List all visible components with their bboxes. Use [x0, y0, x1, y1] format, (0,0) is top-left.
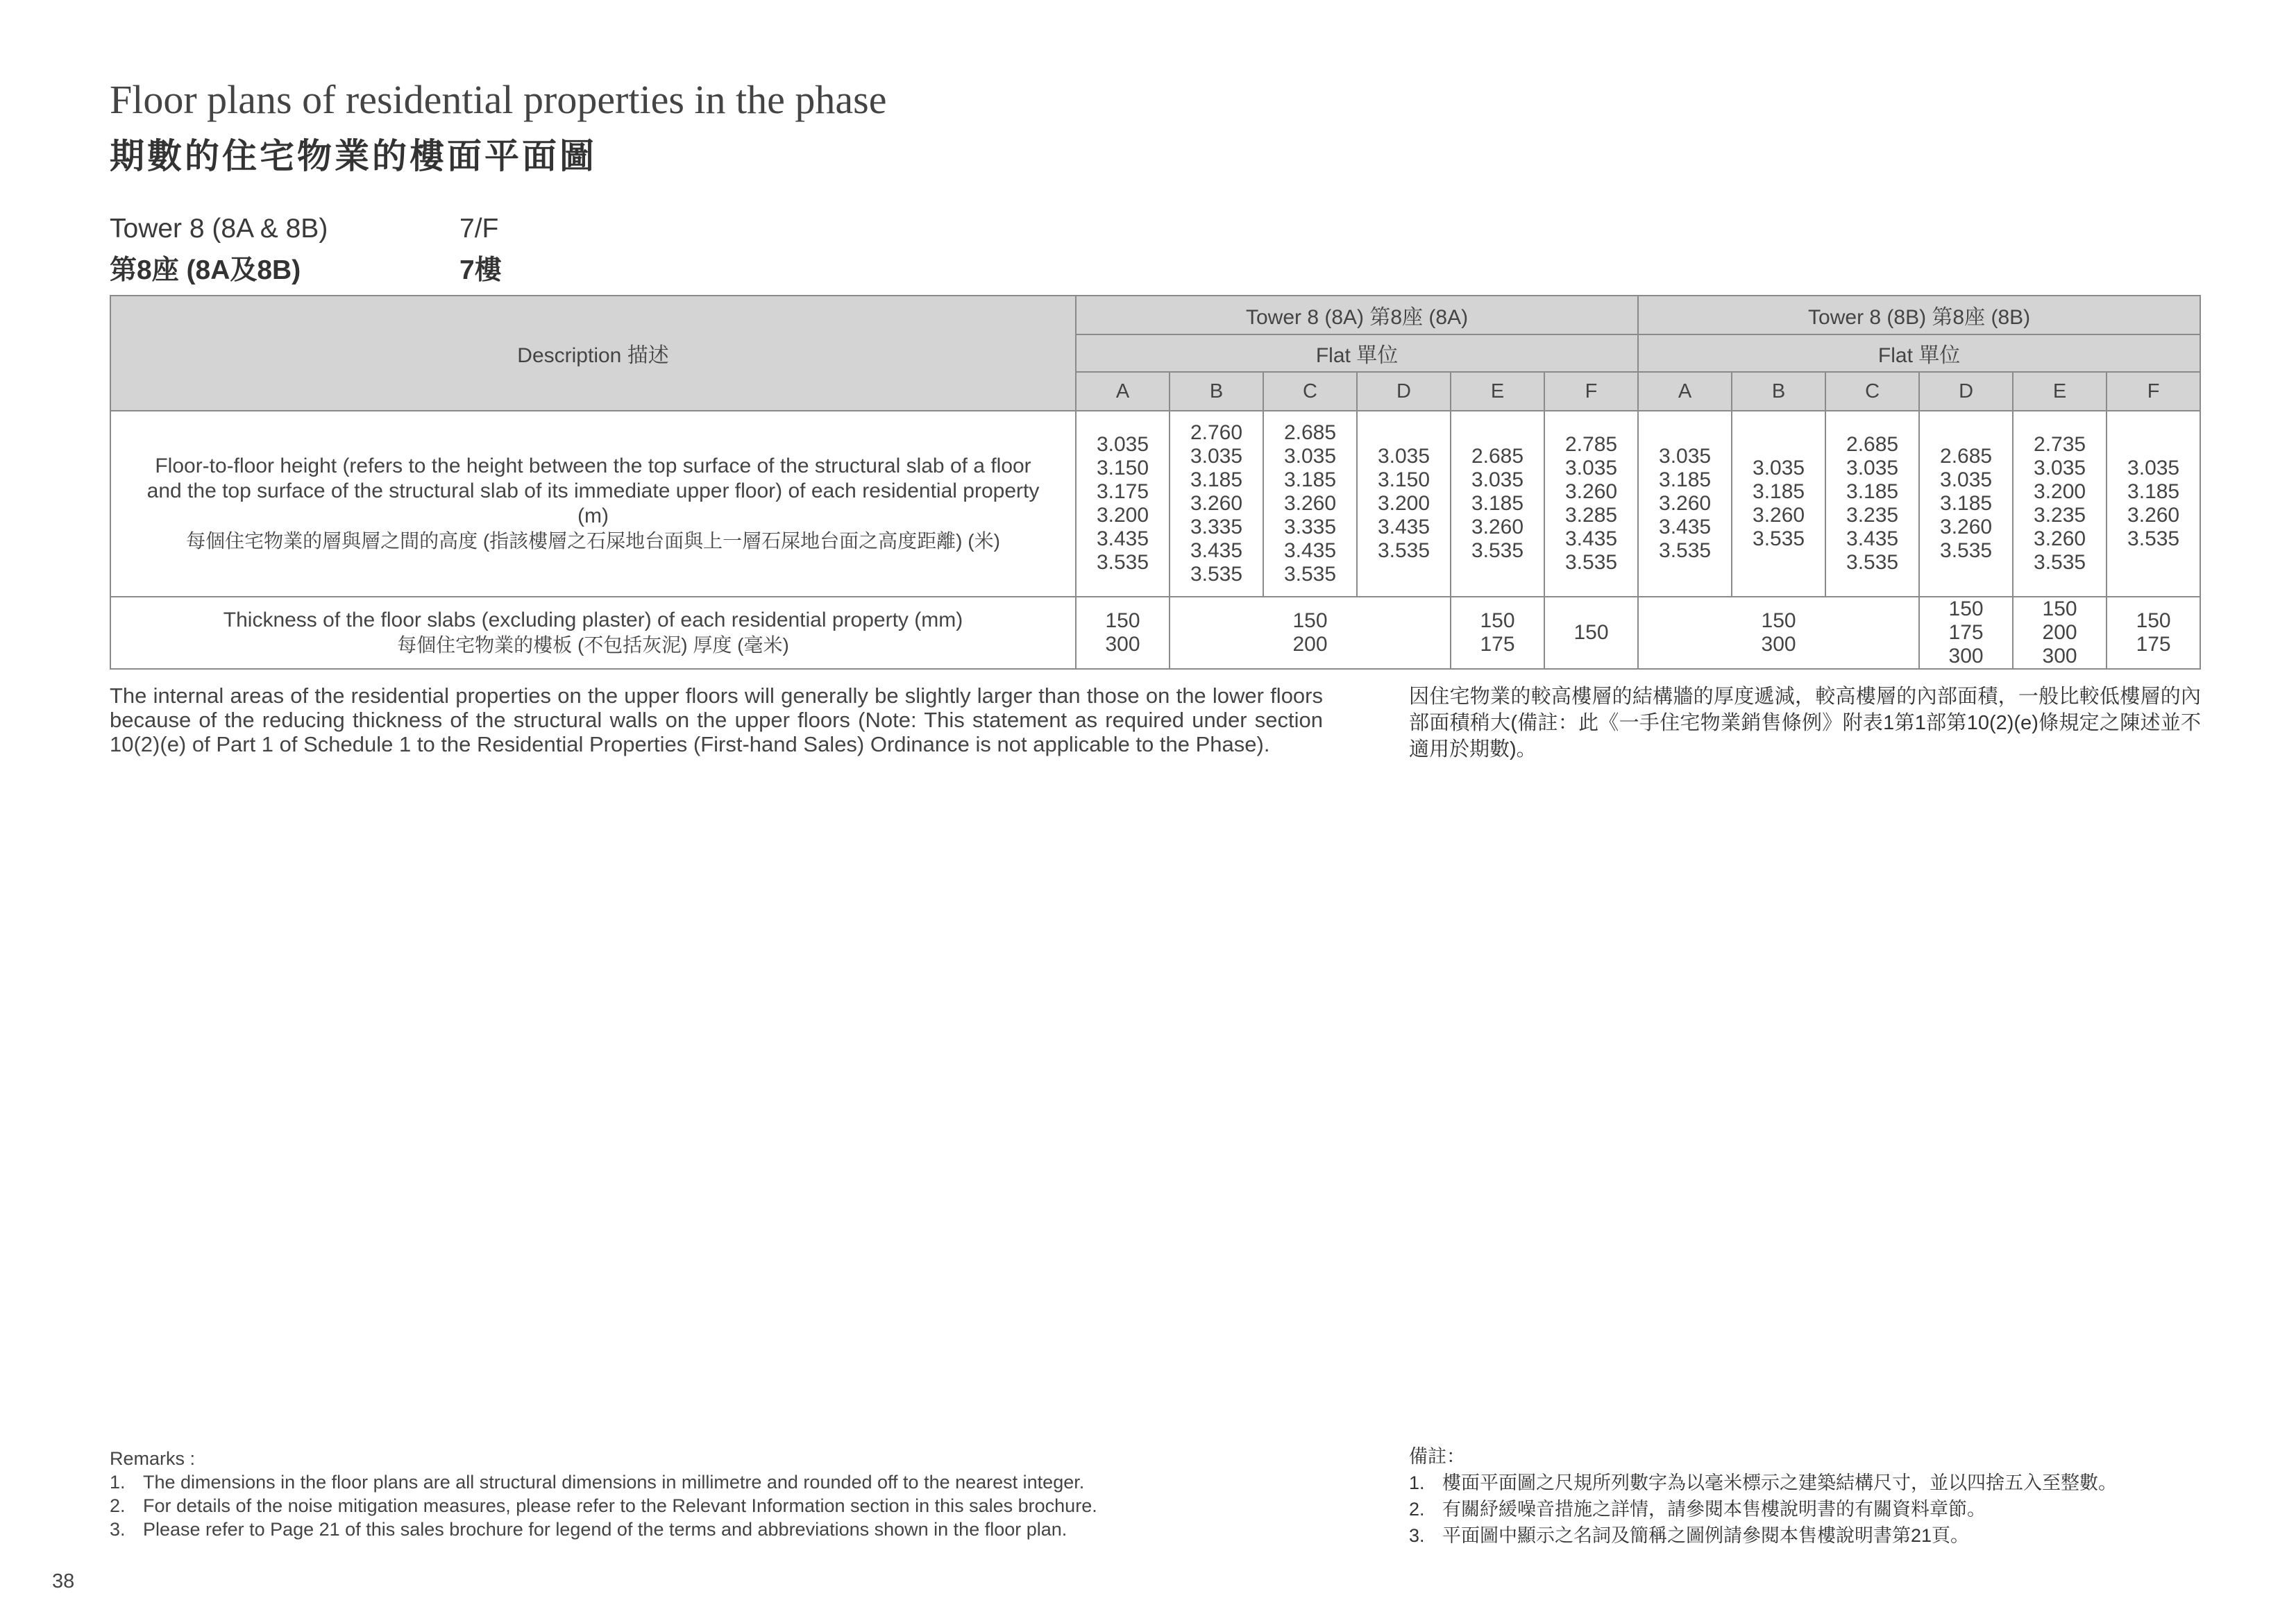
floor-height-value: 3.035 [1564, 457, 1618, 479]
flat-column-header: D [1357, 372, 1451, 411]
remarks-title: Remarks : [110, 1448, 196, 1469]
tower-8a-header: Tower 8 (8A) 第8座 (8A) [1076, 296, 1638, 334]
floor-height-cell [1919, 411, 2013, 597]
floor-height-cell [2013, 411, 2107, 597]
remark-text: 有關紓緩噪音措施之詳情，請參閱本售樓說明書的有關資料章節。 [1442, 1499, 1986, 1520]
floor-height-cell [2107, 411, 2200, 597]
remark-text: For details of the noise mitigation measures, please refer to the Relevant Information section in this sales brochure. [143, 1495, 1097, 1516]
slab-thickness-value: 150 [1948, 597, 1984, 620]
floor-to-floor-height-description [110, 411, 1076, 597]
slab-thickness-cell [1638, 597, 1919, 669]
slab-thickness-value: 200 [1292, 633, 1328, 656]
flat-column-header: D [1919, 372, 2013, 411]
remarks-list-chinese [1409, 1470, 2242, 1549]
slab-thickness-value: 200 [2042, 621, 2077, 644]
floor-height-value: 3.035 [2034, 457, 2086, 479]
floor-height-cell [1357, 411, 1451, 597]
floor-height-value: 3.435 [1283, 539, 1337, 562]
floor-height-value: 3.185 [1659, 468, 1712, 491]
slab-thickness-cell [2107, 597, 2200, 669]
floor-label-chinese: 7樓 [459, 255, 502, 285]
slab-thickness-value: 150 [1105, 609, 1140, 632]
floor-height-value: 3.260 [1753, 504, 1805, 527]
floor-height-value: 3.185 [1190, 468, 1243, 491]
flat-column-header: C [1263, 372, 1357, 411]
slab-thickness-value: 300 [1948, 645, 1984, 668]
floor-height-value: 3.200 [1377, 492, 1430, 515]
floor-height-desc-en: Floor-to-floor height (refers to the height between the top surface of the structural slab of a floor and the top surface of the structural slab of its immediate upper floor) of each residential property (m) [146, 454, 1040, 527]
floor-height-value: 3.535 [1190, 563, 1243, 586]
flat-column-header: C [1825, 372, 1919, 411]
floor-height-value: 3.535 [1096, 551, 1149, 574]
flat-column-header: B [1170, 372, 1263, 411]
floor-height-value: 3.150 [1096, 457, 1149, 479]
slab-thickness-value: 175 [2136, 633, 2171, 656]
slab-thickness-cell [1544, 597, 1638, 669]
remark-item [110, 1518, 1359, 1541]
floor-height-value: 3.035 [2127, 457, 2180, 479]
floor-height-value: 3.260 [1471, 516, 1524, 538]
slab-thickness-value: 150 [2042, 597, 2077, 620]
floor-height-value: 3.150 [1377, 468, 1430, 491]
floor-height-value: 3.435 [1564, 527, 1618, 550]
slab-thickness-value: 150 [1761, 609, 1796, 632]
internal-area-note-chinese: 因住宅物業的較高樓層的結構牆的厚度遞減，較高樓層的內部面積，一般比較低樓層的內部面積稍大(備註：此《一手住宅物業銷售條例》附表1第1部第10(2)(e)條規定之陳述並不適用於期數)。 [1409, 686, 2201, 760]
remark-item-chinese [1409, 1522, 2242, 1549]
slab-thickness-cell [1170, 597, 1451, 669]
floor-height-value: 3.185 [1283, 468, 1337, 491]
floor-height-value: 3.435 [1659, 516, 1712, 538]
slab-thickness-value: 300 [1105, 633, 1140, 656]
remark-number: 2. [110, 1495, 126, 1516]
remark-text: Please refer to Page 21 of this sales brochure for legend of the terms and abbreviations shown in the floor plan. [143, 1519, 1067, 1540]
floor-height-cell [1638, 411, 1732, 597]
floor-height-value: 3.535 [1377, 539, 1430, 562]
floor-height-value: 3.535 [1471, 539, 1524, 562]
slab-thickness-desc-en: Thickness of the floor slabs (excluding plaster) of each residential property (mm) [223, 609, 963, 631]
floor-height-value: 3.260 [2034, 527, 2086, 550]
remark-text: 樓面平面圖之尺規所列數字為以毫米標示之建築結構尺寸，並以四捨五入至整數。 [1442, 1472, 2117, 1493]
floor-height-value: 3.535 [1283, 563, 1337, 586]
floor-height-value: 2.735 [2034, 433, 2086, 456]
floor-height-value: 2.785 [1564, 433, 1618, 456]
floor-height-value: 3.535 [1846, 551, 1899, 574]
floor-height-value: 3.035 [1940, 468, 1993, 491]
floor-height-value: 3.185 [1471, 492, 1524, 515]
slab-thickness-value: 175 [1948, 621, 1984, 644]
floor-height-value: 3.535 [2034, 551, 2086, 574]
flat-column-header: E [2013, 372, 2107, 411]
remark-item [110, 1470, 1359, 1494]
internal-area-note: The internal areas of the residential properties on the upper floors will generally be slightly larger than those on the lower floors because of the reducing thickness of the structural walls on the upper floors (Note: This statement as required under section 10(2)(e) of Part 1 of Schedule 1 to the Residential Properties (First-hand Sales) Ordinance is not applicable to the Phase). [110, 683, 1323, 756]
tower-8b-header: Tower 8 (8B) 第8座 (8B) [1638, 296, 2200, 334]
tower-label: Tower 8 (8A & 8B) [110, 214, 328, 244]
flat-column-header: F [2107, 372, 2200, 411]
floor-height-value: 3.185 [2127, 480, 2180, 503]
flat-column-header: F [1544, 372, 1638, 411]
floor-height-value: 3.185 [1753, 480, 1805, 503]
floor-height-value: 3.535 [1940, 539, 1993, 562]
floor-height-value: 3.035 [1753, 457, 1805, 479]
floor-height-value: 3.200 [2034, 480, 2086, 503]
floor-height-desc-zh: 每個住宅物業的層與層之間的高度 (指該樓層之石屎地台面與上一層石屎地台面之高度距離) (米) [186, 530, 1000, 552]
description-header: Description 描述 [110, 296, 1076, 411]
page-title-chinese: 期數的住宅物業的樓面平面圖 [110, 137, 597, 176]
floor-height-value: 2.685 [1283, 421, 1337, 444]
floor-height-value: 3.035 [1096, 433, 1149, 456]
floor-height-value: 3.535 [2127, 527, 2180, 550]
floor-height-cell [1263, 411, 1357, 597]
floor-height-value: 3.200 [1096, 504, 1149, 527]
floor-height-value: 3.260 [1940, 516, 1993, 538]
floor-height-value: 3.260 [1659, 492, 1712, 515]
slab-thickness-desc-zh: 每個住宅物業的樓板 (不包括灰泥) 厚度 (毫米) [397, 634, 789, 656]
floor-height-value: 2.685 [1940, 445, 1993, 468]
floor-height-value: 3.175 [1096, 480, 1149, 503]
flat-header-8a: Flat 單位 [1076, 334, 1638, 372]
floor-height-cell [1170, 411, 1263, 597]
slab-thickness-value: 175 [1480, 633, 1515, 656]
remarks-english [110, 1447, 1359, 1541]
floor-height-cell [1076, 411, 1170, 597]
floor-spec-table [110, 295, 2201, 670]
remark-item-chinese [1409, 1496, 2242, 1522]
floor-height-value: 3.185 [1846, 480, 1899, 503]
remark-number: 1. [1409, 1472, 1425, 1493]
floor-height-cell [1732, 411, 1825, 597]
floor-height-value: 3.235 [2034, 504, 2086, 527]
flat-column-header: A [1638, 372, 1732, 411]
slab-thickness-value: 150 [1480, 609, 1515, 632]
floor-height-value: 3.335 [1190, 516, 1243, 538]
floor-height-value: 3.185 [1940, 492, 1993, 515]
floor-height-value: 3.435 [1190, 539, 1243, 562]
slab-thickness-value: 150 [1573, 621, 1609, 644]
floor-height-value: 3.435 [1377, 516, 1430, 538]
floor-height-value: 3.260 [1283, 492, 1337, 515]
floor-height-cell [1451, 411, 1544, 597]
flat-column-header: E [1451, 372, 1544, 411]
floor-height-value: 3.260 [2127, 504, 2180, 527]
slab-thickness-description [110, 597, 1076, 669]
slab-thickness-value: 300 [2042, 645, 2077, 668]
remark-item-chinese [1409, 1470, 2242, 1496]
remarks-chinese [1409, 1443, 2242, 1549]
flat-column-header: B [1732, 372, 1825, 411]
remark-item [110, 1494, 1359, 1518]
slab-thickness-value: 150 [2136, 609, 2171, 632]
tower-label-chinese: 第8座 (8A及8B) [110, 255, 301, 285]
floor-height-value: 3.285 [1564, 504, 1618, 527]
floor-height-value: 3.035 [1190, 445, 1243, 468]
floor-height-value: 3.435 [1846, 527, 1899, 550]
floor-height-value: 2.685 [1471, 445, 1524, 468]
flat-header-8b: Flat 單位 [1638, 334, 2200, 372]
floor-height-value: 3.035 [1846, 457, 1899, 479]
page-title: Floor plans of residential properties in the phase [110, 77, 887, 122]
slab-thickness-value: 300 [1761, 633, 1796, 656]
remark-number: 1. [110, 1472, 126, 1493]
floor-height-cell [1825, 411, 1919, 597]
floor-height-value: 3.535 [1564, 551, 1618, 574]
floor-height-value: 3.260 [1190, 492, 1243, 515]
slab-thickness-value: 150 [1292, 609, 1328, 632]
floor-height-value: 3.335 [1283, 516, 1337, 538]
floor-height-value: 3.035 [1377, 445, 1430, 468]
remark-text: The dimensions in the floor plans are all structural dimensions in millimetre and rounded off to the nearest integer. [143, 1472, 1085, 1493]
floor-height-value: 3.035 [1471, 468, 1524, 491]
flat-column-header: A [1076, 372, 1170, 411]
floor-height-value: 3.235 [1846, 504, 1899, 527]
page-number: 38 [52, 1570, 75, 1592]
floor-height-cell [1544, 411, 1638, 597]
floor-height-value: 3.535 [1753, 527, 1805, 550]
remarks-list [110, 1470, 1359, 1541]
slab-thickness-cell [1919, 597, 2013, 669]
slab-thickness-cell [2013, 597, 2107, 669]
floor-height-value: 2.685 [1846, 433, 1899, 456]
remark-text: 平面圖中顯示之名詞及簡稱之圖例請參閱本售樓說明書第21頁。 [1442, 1525, 1970, 1546]
floor-height-value: 2.760 [1190, 421, 1243, 444]
remark-number: 3. [1409, 1525, 1425, 1546]
remark-number: 2. [1409, 1499, 1425, 1520]
floor-height-value: 3.535 [1659, 539, 1712, 562]
remarks-title-chinese: 備註： [1409, 1446, 1465, 1467]
slab-thickness-cell [1076, 597, 1170, 669]
floor-height-value: 3.260 [1564, 480, 1618, 503]
floor-height-value: 3.035 [1283, 445, 1337, 468]
remark-number: 3. [110, 1519, 126, 1540]
slab-thickness-cell [1451, 597, 1544, 669]
floor-height-value: 3.435 [1096, 527, 1149, 550]
floor-label: 7/F [459, 214, 499, 244]
floor-height-value: 3.035 [1659, 445, 1712, 468]
